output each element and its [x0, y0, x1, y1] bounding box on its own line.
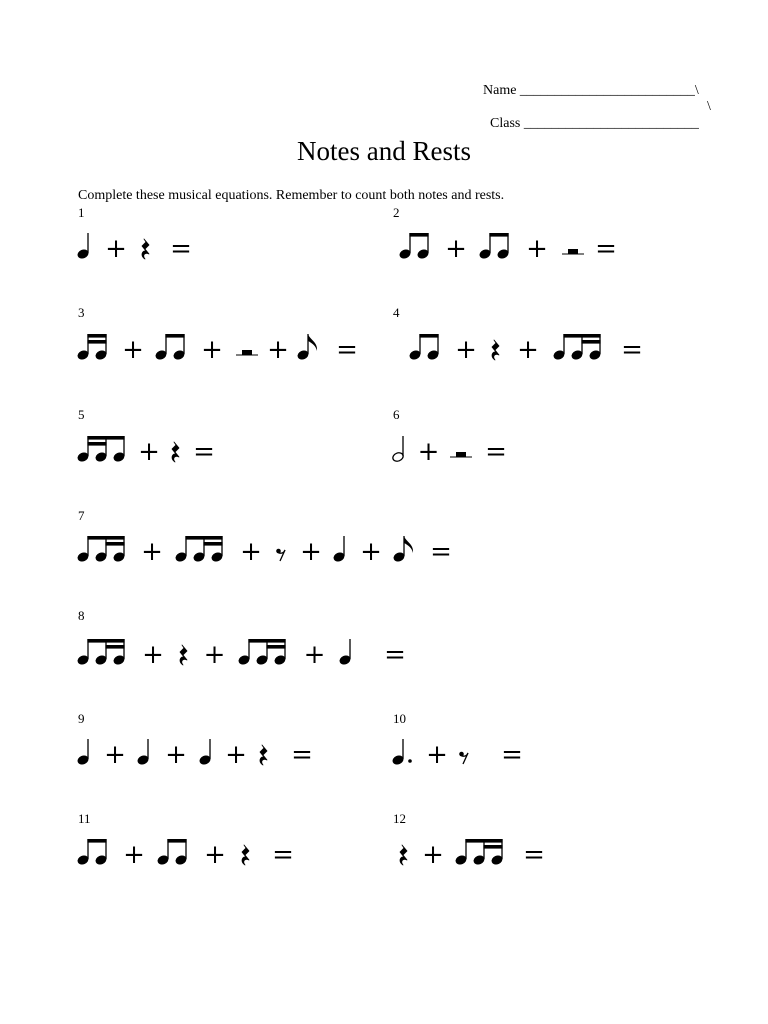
- plus-sign: +: [165, 740, 187, 770]
- equals-sign: =: [430, 537, 452, 567]
- half-note: [392, 436, 405, 463]
- quarter-rest: [260, 745, 267, 765]
- class-field-label: Class _________________________: [490, 116, 699, 131]
- plus-sign: +: [203, 640, 226, 670]
- plus-sign: +: [455, 335, 477, 365]
- quarter-rest: [492, 340, 499, 360]
- equals-sign: =: [272, 840, 294, 870]
- quarter-note: [199, 739, 212, 766]
- plus-sign: +: [141, 537, 163, 567]
- name-field-label: Name _________________________\: [483, 83, 699, 98]
- plus-sign: +: [445, 234, 467, 264]
- plus-sign: +: [201, 335, 223, 365]
- plus-sign: +: [517, 335, 539, 365]
- problem-number: 7: [78, 508, 85, 523]
- eighth-two-sixteenth-notes: [553, 334, 602, 361]
- equals-sign: =: [384, 640, 406, 670]
- problem-number: 9: [78, 711, 85, 726]
- problem-number: 12: [393, 811, 406, 826]
- eighth-rest: [276, 549, 285, 561]
- problem-number: 4: [393, 305, 400, 320]
- plus-sign: +: [204, 840, 226, 870]
- plus-sign: +: [267, 335, 289, 365]
- plus-sign: +: [104, 740, 126, 770]
- two-eighth-notes: [399, 233, 430, 260]
- two-eighth-notes: [157, 839, 188, 866]
- half-rest: [450, 452, 472, 457]
- quarter-rest: [180, 645, 187, 665]
- plus-sign: +: [303, 640, 326, 670]
- quarter-note: [339, 639, 352, 666]
- plus-sign: +: [142, 640, 164, 670]
- plus-sign: +: [526, 234, 548, 264]
- eighth-two-sixteenth-notes: [238, 639, 287, 666]
- instructions: Complete these musical equations. Remember to count both notes and rests.: [78, 188, 505, 203]
- quarter-note: [77, 739, 90, 766]
- two-eighth-notes: [409, 334, 440, 361]
- equals-sign: =: [193, 437, 215, 467]
- plus-sign: +: [240, 537, 262, 567]
- quarter-rest: [142, 239, 149, 259]
- plus-sign: +: [422, 840, 444, 870]
- plus-sign: +: [122, 335, 144, 365]
- problem-number: 11: [78, 811, 91, 826]
- equals-sign: =: [523, 840, 545, 870]
- plus-sign: +: [138, 437, 160, 467]
- half-rest: [236, 350, 258, 355]
- equals-sign: =: [170, 234, 192, 264]
- problem-number: 2: [393, 205, 400, 220]
- quarter-note: [333, 536, 346, 563]
- problem-number: 3: [78, 305, 85, 320]
- equals-sign: =: [595, 234, 617, 264]
- page-title: Notes and Rests: [297, 136, 471, 166]
- plus-sign: +: [225, 740, 247, 770]
- eighth-two-sixteenth-notes: [77, 536, 126, 563]
- eighth-note: [393, 536, 413, 563]
- equals-sign: =: [501, 740, 523, 770]
- problem-number: 10: [393, 711, 406, 726]
- problem-number: 6: [393, 407, 400, 422]
- quarter-rest: [242, 845, 249, 865]
- eighth-note: [297, 334, 317, 361]
- equals-sign: =: [291, 740, 313, 770]
- two-sixteenth-notes: [77, 334, 108, 361]
- half-rest: [562, 249, 584, 254]
- eighth-rest: [459, 752, 468, 764]
- plus-sign: +: [360, 537, 382, 567]
- eighth-two-sixteenth-notes: [175, 536, 224, 563]
- quarter-note: [137, 739, 150, 766]
- problem-number: 5: [78, 407, 85, 422]
- eighth-two-sixteenth-notes: [77, 639, 126, 666]
- two-sixteenth-eighth-notes: [77, 436, 126, 463]
- plus-sign: +: [300, 537, 322, 567]
- plus-sign: +: [105, 234, 127, 264]
- two-eighth-notes: [479, 233, 510, 260]
- eighth-two-sixteenth-notes: [455, 839, 504, 866]
- dotted-quarter-note: [392, 739, 412, 766]
- problem-number: 1: [78, 205, 85, 220]
- two-eighth-notes: [77, 839, 108, 866]
- equals-sign: =: [485, 437, 507, 467]
- slash-mark: \: [707, 99, 711, 114]
- two-eighth-notes: [155, 334, 186, 361]
- plus-sign: +: [426, 740, 448, 770]
- equals-sign: =: [336, 335, 358, 365]
- quarter-note: [77, 233, 90, 260]
- quarter-rest: [400, 845, 407, 865]
- equals-sign: =: [621, 335, 643, 365]
- quarter-rest: [172, 442, 179, 462]
- problem-number: 8: [78, 608, 85, 623]
- plus-sign: +: [417, 437, 440, 467]
- plus-sign: +: [123, 840, 145, 870]
